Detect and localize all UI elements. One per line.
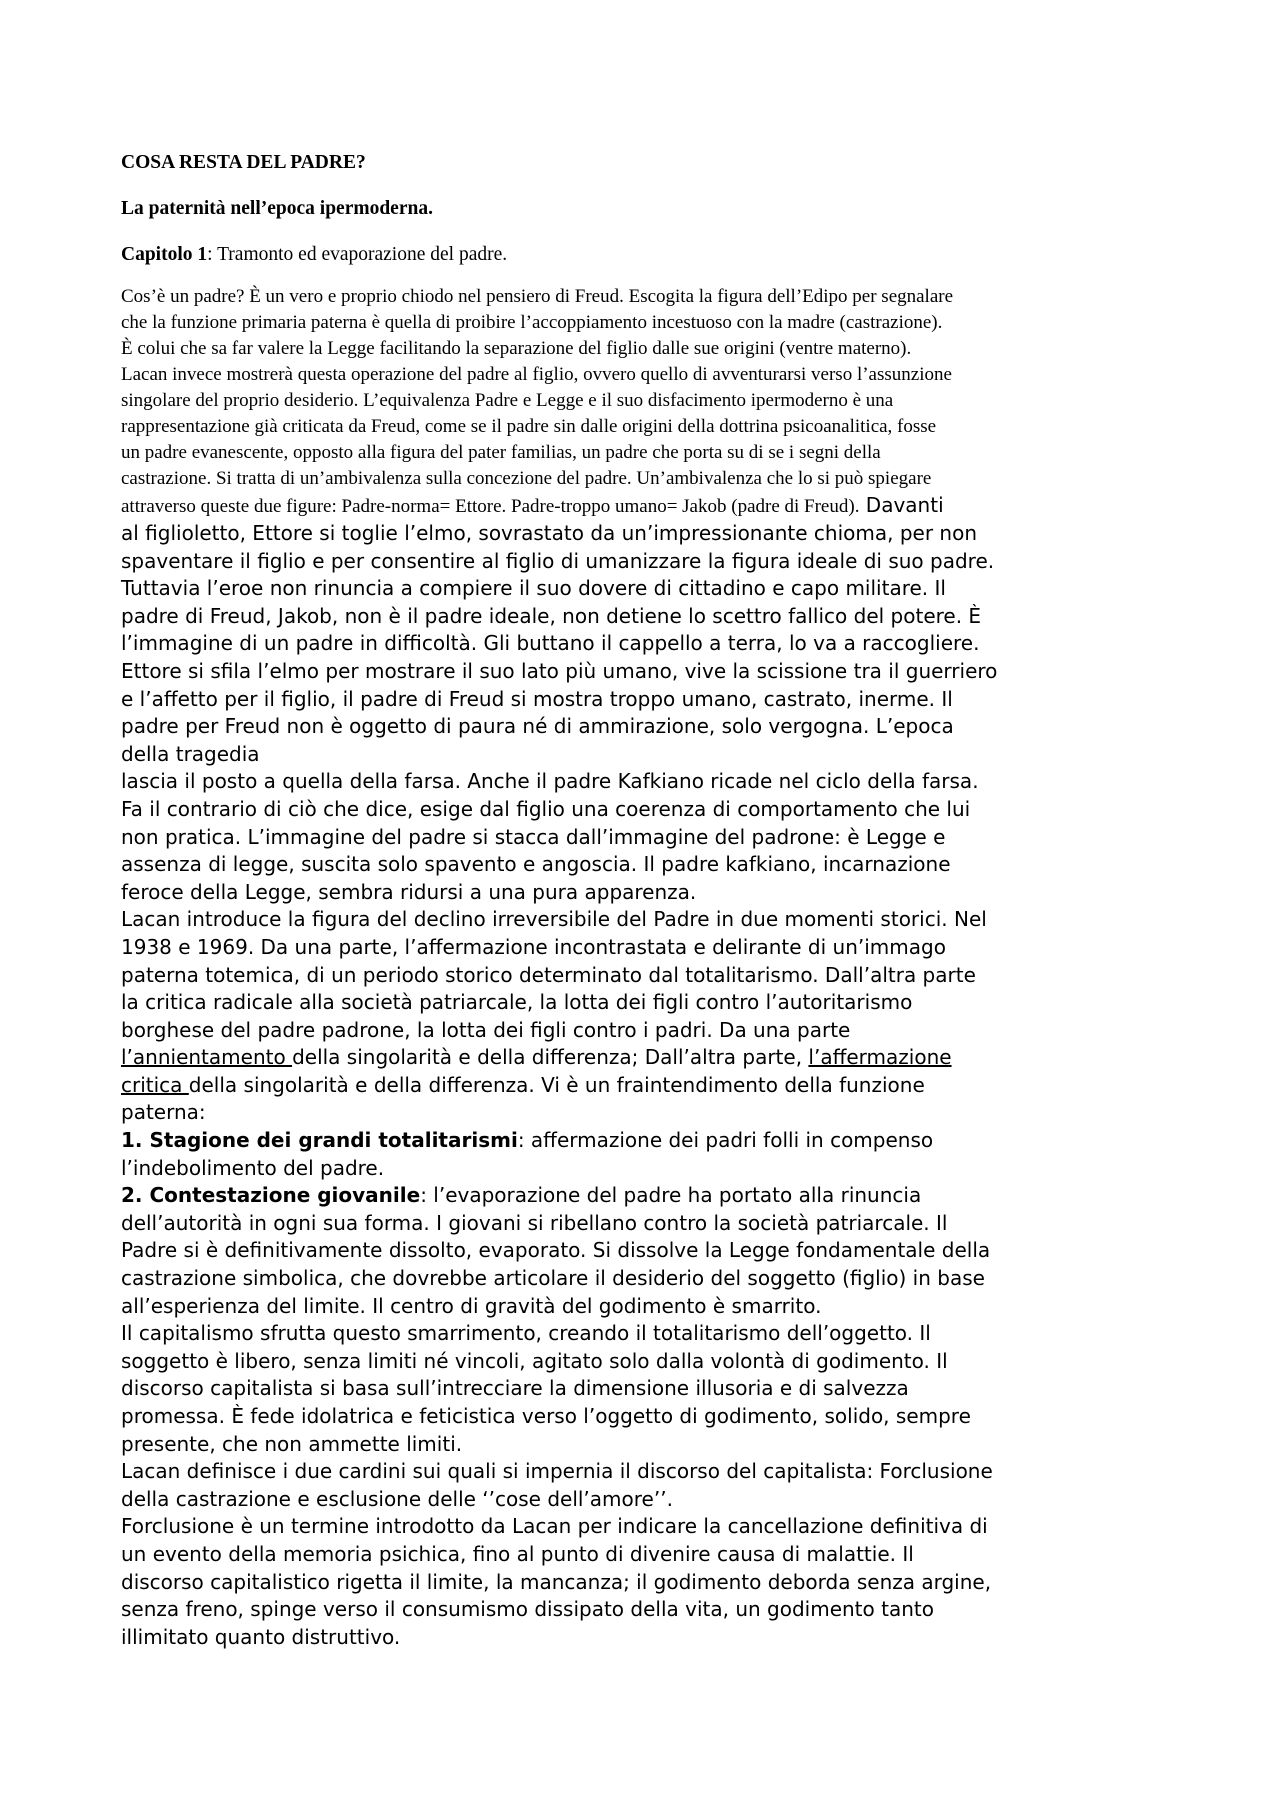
document-title: COSA RESTA DEL PADRE? [121, 152, 366, 173]
body-line: Fa il contrario di ciò che dice, esige dal figlio una coerenza di comportamento che lui [121, 796, 971, 821]
body-line: discorso capitalista si basa sull’intrecciare la dimensione illusoria e di salvezza [121, 1376, 909, 1401]
body-line: paterna: [121, 1100, 206, 1125]
serif-line: un padre evanescente, opposto alla figura del pater familias, un padre che porta su di se i segni della [121, 442, 881, 463]
body-line: lascia il posto a quella della farsa. Anche il padre Kafkiano ricade nel ciclo della farsa. [121, 769, 979, 794]
body-line: padre di Freud, Jakob, non è il padre ideale, non detiene lo scettro fallico del potere. È [121, 603, 982, 628]
list-item-text: : affermazione dei padri folli in compenso [517, 1128, 934, 1153]
body-line: Tuttavia l’eroe non rinuncia a compiere il suo dovere di cittadino e capo militare. Il [121, 576, 946, 601]
body-line: borghese del padre padrone, la lotta dei figli contro i padri. Da una parte [121, 1017, 851, 1042]
body-line: presente, che non ammette limiti. [121, 1431, 463, 1456]
list-item-2 [121, 1182, 1171, 1210]
body-line: Ettore si sfila l’elmo per mostrare il suo lato più umano, vive la scissione tra il guerriero [121, 658, 998, 683]
body-line: Forclusione è un termine introdotto da Lacan per indicare la cancellazione definitiva di [121, 1514, 988, 1539]
chapter-title: : Tramonto ed evaporazione del padre. [207, 244, 508, 265]
body-line: l’immagine di un padre in difficoltà. Gli buttano il cappello a terra, lo va a raccogliere. [121, 631, 980, 656]
list-item-1 [121, 1127, 1171, 1155]
body-line: la critica radicale alla società patriarcale, la lotta dei figli contro l’autoritarismo [121, 990, 913, 1015]
sans-inline-continuation: Davanti [859, 493, 944, 517]
body-line: dell’autorità in ogni sua forma. I giovani si ribellano contro la società patriarcale. Il [121, 1210, 948, 1235]
body-line: 1938 e 1969. Da una parte, l’affermazione incontrastata e delirante di un’immago [121, 934, 946, 959]
serif-line: castrazione. Si tratta di un’ambivalenza sulla concezione del padre. Un’ambivalenza che lo si può spiegare [121, 468, 932, 489]
body-line: non pratica. L’immagine del padre si stacca dall’immagine del padrone: è Legge e [121, 824, 946, 849]
body-line-underlined [121, 1072, 1171, 1100]
body-line: soggetto è libero, senza limiti né vincoli, agitato solo dalla volontà di godimento. Il [121, 1348, 948, 1373]
serif-line: È colui che sa far valere la Legge facilitando la separazione del figlio dalle sue origini (ventre materno). [121, 338, 912, 359]
body-line: castrazione simbolica, che dovrebbe articolare il desiderio del soggetto (figlio) in base [121, 1266, 985, 1291]
document-content [121, 150, 1171, 1651]
body-line: paterna totemica, di un periodo storico determinato dal totalitarismo. Dall’altra parte [121, 962, 976, 987]
serif-line: rappresentazione già criticata da Freud, come se il padre sin dalle origini della dottrina psicoanalitica, fosse [121, 416, 937, 437]
body-line: l’indebolimento del padre. [121, 1155, 385, 1180]
body-line: della castrazione e esclusione delle ‘’cose dell’amore’’. [121, 1486, 673, 1511]
body-line: illimitato quanto distruttivo. [121, 1624, 401, 1649]
body-line: promessa. È fede idolatrica e feticistica verso l’oggetto di godimento, solido, sempre [121, 1404, 971, 1428]
body-text: della singolarità e della differenza. Vi è un fraintendimento della funzione [188, 1072, 925, 1097]
underlined-text: l’affermazione [808, 1045, 952, 1070]
document-subtitle: La paternità nell’epoca ipermoderna. [121, 198, 433, 219]
underlined-text: l’annientamento [121, 1045, 293, 1070]
body-line: senza freno, spinge verso il consumismo dissipato della vita, un godimento tanto [121, 1597, 934, 1622]
body-line: della tragedia [121, 741, 260, 766]
serif-line: Lacan invece mostrerà questa operazione del padre al figlio, ovvero quello di avventurarsi verso l’assunzione [121, 364, 952, 385]
body-line: Lacan definisce i due cardini sui quali si impernia il discorso del capitalista: Forclusione [121, 1459, 993, 1484]
body-line: e l’affetto per il figlio, il padre di Freud si mostra troppo umano, castrato, inerme. Il [121, 686, 953, 711]
list-item-heading: 2. Contestazione giovanile [121, 1183, 421, 1208]
serif-line: singolare del proprio desiderio. L’equivalenza Padre e Legge e il suo disfacimento ipermoderno è una [121, 390, 894, 411]
body-line: assenza di legge, suscita solo spavento e angoscia. Il padre kafkiano, incarnazione [121, 852, 951, 877]
body-line: spaventare il figlio e per consentire al figlio di umanizzare la figura ideale di suo padre. [121, 548, 995, 573]
list-item-text: : l’evaporazione del padre ha portato alla rinuncia [420, 1183, 922, 1208]
body-text: della singolarità e della differenza; Dall’altra parte, [292, 1045, 809, 1070]
body-line: al figlioletto, Ettore si toglie l’elmo, sovrastato da un’impressionante chioma, per non [121, 521, 977, 545]
chapter-label: Capitolo 1 [121, 244, 208, 265]
serif-paragraph [121, 284, 1171, 520]
body-line: all’esperienza del limite. Il centro di gravità del godimento è smarrito. [121, 1293, 822, 1318]
body-line: padre per Freud non è oggetto di paura né di ammirazione, solo vergogna. L’epoca [121, 714, 954, 739]
body-line: discorso capitalistico rigetta il limite, la mancanza; il godimento deborda senza argine, [121, 1569, 992, 1594]
body-line: feroce della Legge, sembra ridursi a una pura apparenza. [121, 879, 697, 904]
body-line-underlined [121, 1044, 1171, 1072]
list-item-heading: 1. Stagione dei grandi totalitarismi [121, 1128, 518, 1153]
serif-line: attraverso queste due figure: Padre-norma= Ettore. Padre-troppo umano= Jakob (padre di Freud). [121, 496, 860, 517]
body-line: un evento della memoria psichica, fino al punto di divenire causa di malattie. Il [121, 1541, 914, 1566]
body-line: Lacan introduce la figura del declino irreversibile del Padre in due momenti storici. Nel [121, 907, 987, 932]
body-line: Padre si è definitivamente dissolto, evaporato. Si dissolve la Legge fondamentale della [121, 1238, 991, 1263]
underlined-text: critica [121, 1072, 189, 1097]
sans-body-1 [121, 520, 1171, 1651]
serif-line-last [121, 492, 1171, 520]
chapter-heading [121, 242, 1171, 268]
serif-line: Cos’è un padre? È un vero e proprio chiodo nel pensiero di Freud. Escogita la figura dell’Edipo per segnalare [121, 286, 954, 307]
body-line: Il capitalismo sfrutta questo smarrimento, creando il totalitarismo dell’oggetto. Il [121, 1321, 931, 1346]
serif-line: che la funzione primaria paterna è quella di proibire l’accoppiamento incestuoso con la madre (castrazione). [121, 312, 943, 333]
